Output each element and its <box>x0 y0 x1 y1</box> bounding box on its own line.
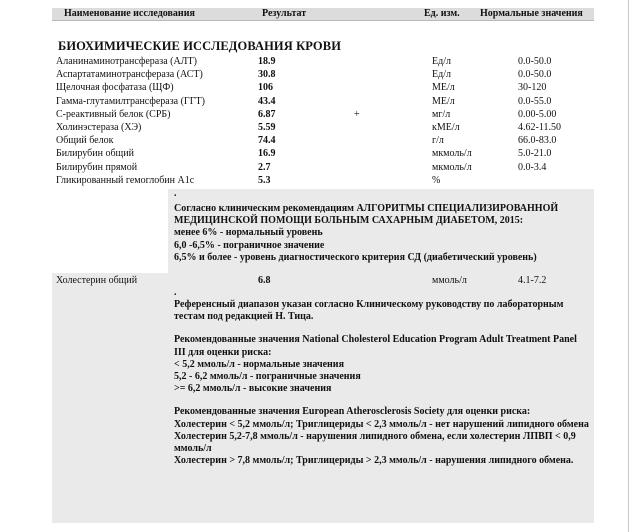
hba1c-comment-line: 6,5% и более - уровень диагностического критерия СД (диабетический уровень) <box>174 251 537 263</box>
table-row <box>52 121 594 134</box>
test-norm: 0.0-3.4 <box>518 161 547 173</box>
test-value: 43.4 <box>258 95 276 107</box>
reference-note: Референсный диапазон указан согласно Клиническому руководству по лабораторным тестам под редакцией Н. Тица. <box>174 299 564 323</box>
header-col-norm: Нормальные значения <box>480 8 583 19</box>
eas-item: Холестерин > 7,8 ммоль/л; Триглицериды > 2,3 ммоль/л - нарушения липидного обмена. <box>174 455 574 467</box>
test-unit: % <box>432 174 441 186</box>
test-flag: + <box>354 108 360 120</box>
eas-title: Рекомендованные значения European Atherosclerosis Society для оценки риска: <box>174 406 531 418</box>
test-norm: 4.62-11.50 <box>518 122 561 133</box>
table-row <box>52 134 594 147</box>
test-name: Гамма-глутамилтрансфераза (ГГТ) <box>56 95 205 107</box>
table-row <box>52 108 594 121</box>
test-value: 74.4 <box>258 135 276 147</box>
test-unit: МЕ/л <box>432 82 455 94</box>
test-norm: 0.0-55.0 <box>518 95 552 107</box>
header-col-unit: Ед. изм. <box>424 8 460 19</box>
test-unit: г/л <box>432 135 444 147</box>
test-name: Общий белок <box>56 135 114 147</box>
test-value: 5.59 <box>258 122 276 133</box>
section-title: БИОХИМИЧЕСКИЕ ИССЛЕДОВАНИЯ КРОВИ <box>58 39 342 53</box>
test-value: 18.9 <box>258 56 276 67</box>
hba1c-comment-line: 6,0 -6,5% - пограничное значение <box>174 239 325 251</box>
test-norm: 30-120 <box>518 82 547 94</box>
hba1c-comment-line: Согласно клиническим рекомендациям АЛГОРИТМЫ СПЕЦИАЛИЗИРОВАННОЙ МЕДИЦИНСКОЙ ПОМОЩИ БОЛЬНЫМ САХАРНЫМ ДИАБЕТОМ, 2015: <box>174 203 559 227</box>
test-name: Аланинаминотрансфераза (АЛТ) <box>56 56 197 67</box>
test-value: 106 <box>258 82 273 94</box>
test-value: 2.7 <box>258 161 271 173</box>
eas-item: Холестерин 5,2-7,8 ммоль/л - нарушения липидного обмена, если холестерин ЛПВП < 0,9 ммоль/л <box>174 430 576 455</box>
table-row <box>52 95 594 108</box>
test-name: Щелочная фосфатаза (ЩФ) <box>56 82 174 94</box>
hba1c-comment-line: менее 6% - нормальный уровень <box>174 227 323 239</box>
test-unit: мг/л <box>432 108 451 120</box>
test-value: 6.87 <box>258 108 276 120</box>
test-name: Холинэстераза (ХЭ) <box>56 122 142 133</box>
test-name: Билирубин общий <box>56 148 134 160</box>
table-row <box>52 55 594 68</box>
test-unit: кМЕ/л <box>432 122 460 133</box>
ncep-item: < 5,2 ммоль/л - нормальные значения <box>174 358 344 370</box>
cholesterol-comment-marker: . <box>174 287 177 298</box>
test-norm: 0.0-50.0 <box>518 56 552 67</box>
table-row-cholesterol <box>52 274 594 287</box>
test-value: 16.9 <box>258 148 276 160</box>
table-row <box>52 161 594 174</box>
eas-item: Холестерин < 5,2 ммоль/л; Триглицериды < 2,3 ммоль/л - нет нарушений липидного обмена <box>174 418 589 430</box>
table-row <box>52 147 594 160</box>
test-unit: Ед/л <box>432 56 451 67</box>
test-norm: 0.00-5.00 <box>518 108 557 120</box>
test-unit: мкмоль/л <box>432 148 472 160</box>
test-unit: ммоль/л <box>432 275 467 286</box>
test-norm: 66.0-83.0 <box>518 135 557 147</box>
test-name: С-реактивный белок (СРБ) <box>56 108 171 120</box>
hba1c-comment <box>174 203 590 264</box>
ncep-title: Рекомендованные значения National Cholesterol Education Program Adult Treatment Panel III для оценки риска: <box>174 334 577 358</box>
hba1c-comment-marker: . <box>174 188 177 199</box>
cholesterol-comment <box>174 299 590 467</box>
test-norm: 5.0-21.0 <box>518 148 552 160</box>
test-value: 30.8 <box>258 69 276 81</box>
test-unit: Ед/л <box>432 69 451 81</box>
table-row <box>52 68 594 81</box>
header-col-result: Результат <box>262 8 307 19</box>
test-value: 6.8 <box>258 275 271 286</box>
test-name: Гликированный гемоглобин А1с <box>56 174 195 186</box>
test-norm: 4.1-7.2 <box>518 275 547 286</box>
ncep-item: 5,2 - 6,2 ммоль/л - пограничные значения <box>174 371 361 383</box>
table-row <box>52 174 594 187</box>
header-col-name: Наименование исследования <box>64 8 195 19</box>
table-row <box>52 81 594 94</box>
ncep-item: >= 6,2 ммоль/л - высокие значения <box>174 383 332 395</box>
test-unit: МЕ/л <box>432 95 455 107</box>
test-value: 5.3 <box>258 174 271 186</box>
test-unit: мкмоль/л <box>432 161 472 173</box>
test-name: Аспартатаминотрансфераза (АСТ) <box>56 69 203 81</box>
test-norm: 0.0-50.0 <box>518 69 552 81</box>
header-divider <box>52 20 594 21</box>
test-name: Холестерин общий <box>56 275 138 286</box>
page-edge-line <box>628 0 629 532</box>
test-name: Билирубин прямой <box>56 161 138 173</box>
